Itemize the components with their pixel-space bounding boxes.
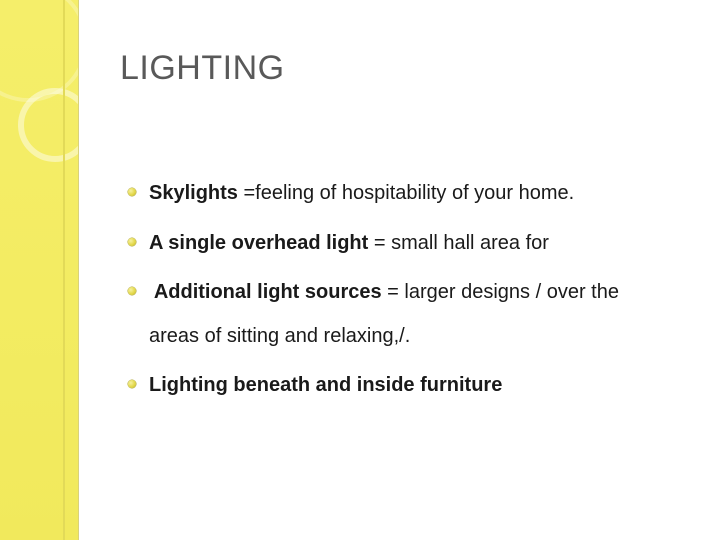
slide-title: LIGHTING bbox=[120, 49, 285, 87]
bullet-bold-text: Lighting beneath and inside furniture bbox=[149, 374, 503, 396]
bullet-marker bbox=[128, 287, 136, 295]
bullet-item bbox=[149, 280, 619, 304]
bullet-item bbox=[149, 231, 549, 255]
bullet-marker bbox=[128, 238, 136, 246]
bullet-item bbox=[149, 181, 574, 205]
bullet-marker bbox=[128, 380, 136, 388]
bullet-bold-text: A single overhead light bbox=[149, 232, 369, 254]
bullet-text: = small hall area for bbox=[368, 232, 549, 254]
bullet-text: = larger designs / over the bbox=[381, 281, 619, 303]
decorative-side-band bbox=[0, 0, 79, 540]
bullet-bold-text: Additional light sources bbox=[149, 281, 382, 303]
bullet-text: =feeling of hospitability of your home. bbox=[237, 182, 575, 204]
decorative-circles bbox=[0, 0, 78, 540]
bullet-bold-text: Skylights bbox=[149, 182, 238, 204]
bullet-marker bbox=[128, 188, 136, 196]
bullet-continuation-text: areas of sitting and relaxing,/. bbox=[149, 325, 411, 347]
bullet-item bbox=[149, 373, 502, 397]
